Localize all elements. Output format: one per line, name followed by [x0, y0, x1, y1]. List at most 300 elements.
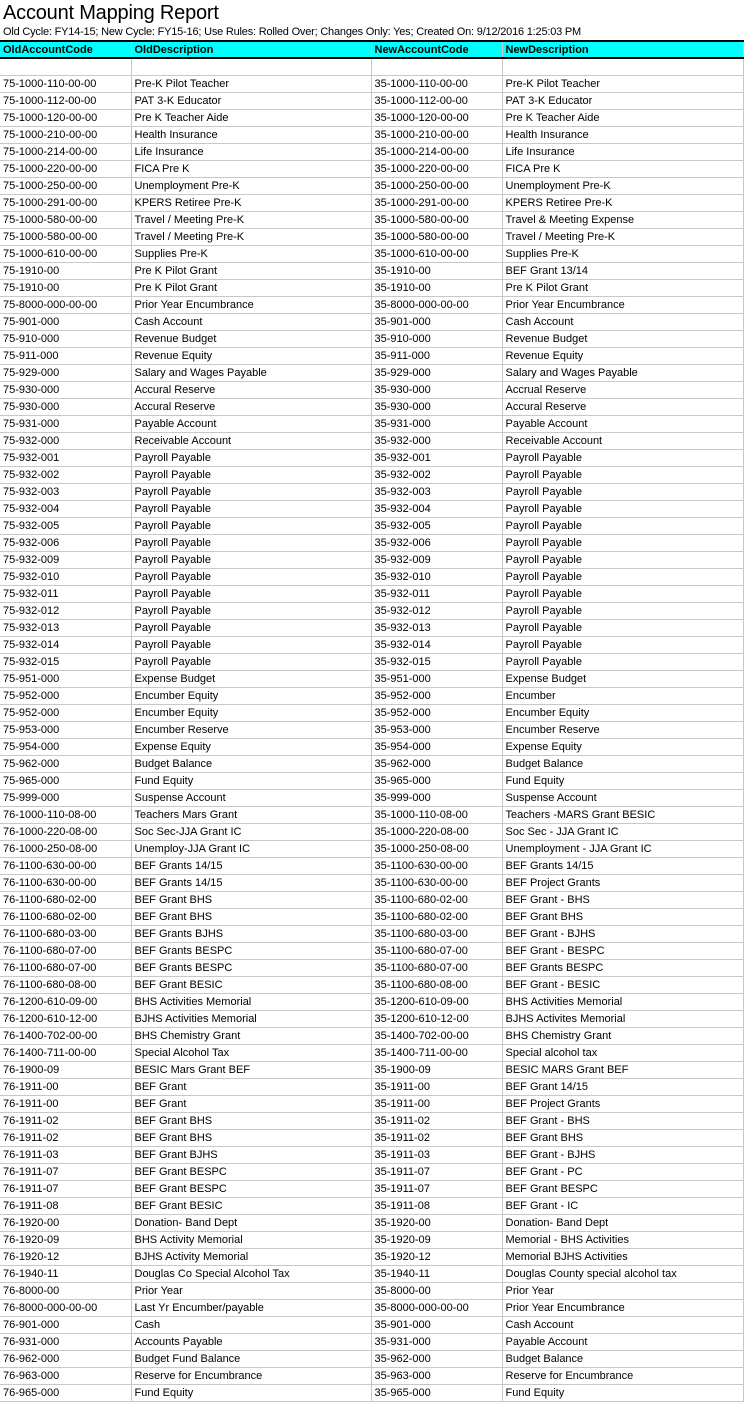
old-account-code-cell: 75-932-001 — [0, 450, 131, 467]
old-description-cell: Unemploy-JJA Grant IC — [131, 841, 371, 858]
old-account-code-cell: 75-954-000 — [0, 739, 131, 756]
new-description-cell: Teachers -MARS Grant BESIC — [502, 807, 743, 824]
table-row — [0, 960, 743, 977]
new-account-code-cell: 35-932-011 — [371, 586, 502, 603]
new-account-code-cell: 35-1000-220-00-00 — [371, 161, 502, 178]
new-account-code-cell: 35-1911-07 — [371, 1164, 502, 1181]
old-account-code-cell: 75-932-006 — [0, 535, 131, 552]
old-account-code-cell: 75-1000-214-00-00 — [0, 144, 131, 161]
table-row — [0, 433, 743, 450]
old-account-code-cell: 75-1000-210-00-00 — [0, 127, 131, 144]
new-description-cell: Salary and Wages Payable — [502, 365, 743, 382]
new-account-code-cell: 35-1000-291-00-00 — [371, 195, 502, 212]
table-row — [0, 195, 743, 212]
new-description-cell: BEF Grants BESPC — [502, 960, 743, 977]
new-account-code-cell: 35-1100-680-02-00 — [371, 892, 502, 909]
new-account-code-cell: 35-1940-11 — [371, 1266, 502, 1283]
new-description-cell: Prior Year — [502, 1283, 743, 1300]
new-description-cell: KPERS Retiree Pre-K — [502, 195, 743, 212]
new-description-cell: Donation- Band Dept — [502, 1215, 743, 1232]
old-description-cell: Prior Year — [131, 1283, 371, 1300]
report-title: Account Mapping Report — [3, 2, 219, 24]
old-account-code-cell: 75-1910-00 — [0, 280, 131, 297]
new-description-cell: BEF Grant - BHS — [502, 1113, 743, 1130]
table-row — [0, 1317, 743, 1334]
old-account-code-cell: 76-1100-680-07-00 — [0, 960, 131, 977]
new-account-code-cell: 35-1000-120-00-00 — [371, 110, 502, 127]
old-description-cell: Revenue Budget — [131, 331, 371, 348]
old-account-code-cell: 75-931-000 — [0, 416, 131, 433]
new-account-code-cell: 35-1000-250-00-00 — [371, 178, 502, 195]
old-account-code-cell: 75-1000-112-00-00 — [0, 93, 131, 110]
new-account-code-cell: 35-911-000 — [371, 348, 502, 365]
old-account-code-cell: 75-911-000 — [0, 348, 131, 365]
old-description-cell: BEF Grant BESIC — [131, 1198, 371, 1215]
new-account-code-cell: 35-932-005 — [371, 518, 502, 535]
new-account-code-cell: 35-1400-702-00-00 — [371, 1028, 502, 1045]
old-description-cell: Payroll Payable — [131, 637, 371, 654]
new-description-cell: Special alcohol tax — [502, 1045, 743, 1062]
old-account-code-cell: 75-962-000 — [0, 756, 131, 773]
new-description-cell: BEF Project Grants — [502, 1096, 743, 1113]
old-description-cell: BEF Grant BESPC — [131, 1164, 371, 1181]
old-description-cell: Fund Equity — [131, 773, 371, 790]
new-description-cell: Revenue Budget — [502, 331, 743, 348]
new-account-code-cell: 35-952-000 — [371, 688, 502, 705]
old-description-cell: Payroll Payable — [131, 450, 371, 467]
old-account-code-cell: 76-901-000 — [0, 1317, 131, 1334]
new-account-code-cell: 35-1100-680-07-00 — [371, 960, 502, 977]
table-row — [0, 722, 743, 739]
old-description-cell: BJHS Activities Memorial — [131, 1011, 371, 1028]
new-description-cell: Expense Equity — [502, 739, 743, 756]
old-description-cell: Budget Fund Balance — [131, 1351, 371, 1368]
table-row — [0, 620, 743, 637]
old-description-cell: Pre-K Pilot Teacher — [131, 76, 371, 93]
old-account-code-cell: 76-1100-680-08-00 — [0, 977, 131, 994]
old-description-cell: BEF Grant BESPC — [131, 1181, 371, 1198]
old-account-code-cell: 76-1100-680-07-00 — [0, 943, 131, 960]
table-row — [0, 909, 743, 926]
old-description-cell: Expense Equity — [131, 739, 371, 756]
new-account-code-cell: 35-1000-110-00-00 — [371, 76, 502, 93]
new-description-cell: BEF Grant - BESPC — [502, 943, 743, 960]
old-description-cell: Special Alcohol Tax — [131, 1045, 371, 1062]
new-description-cell: Payroll Payable — [502, 518, 743, 535]
new-description-cell: Unemployment - JJA Grant IC — [502, 841, 743, 858]
old-description-cell: Pre K Pilot Grant — [131, 263, 371, 280]
new-description-cell: BEF Project Grants — [502, 875, 743, 892]
old-account-code-cell: 76-1911-07 — [0, 1164, 131, 1181]
new-account-code-cell: 35-951-000 — [371, 671, 502, 688]
old-account-code-cell: 76-1911-00 — [0, 1096, 131, 1113]
new-description-cell — [502, 58, 743, 76]
column-header-old-description: OldDescription — [131, 41, 371, 58]
old-account-code-cell: 75-1000-610-00-00 — [0, 246, 131, 263]
new-account-code-cell: 35-1920-00 — [371, 1215, 502, 1232]
old-account-code-cell: 75-932-003 — [0, 484, 131, 501]
new-account-code-cell: 35-965-000 — [371, 773, 502, 790]
table-row — [0, 1113, 743, 1130]
old-account-code-cell: 75-929-000 — [0, 365, 131, 382]
column-header-old-account-code: OldAccountCode — [0, 41, 131, 58]
new-account-code-cell: 35-1100-680-08-00 — [371, 977, 502, 994]
table-row — [0, 161, 743, 178]
new-description-cell: BHS Chemistry Grant — [502, 1028, 743, 1045]
old-account-code-cell: 75-901-000 — [0, 314, 131, 331]
table-row — [0, 450, 743, 467]
old-description-cell: BEF Grant BHS — [131, 892, 371, 909]
new-description-cell: BEF Grant - PC — [502, 1164, 743, 1181]
new-account-code-cell: 35-1910-00 — [371, 280, 502, 297]
old-account-code-cell: 76-1400-711-00-00 — [0, 1045, 131, 1062]
old-account-code-cell: 75-932-009 — [0, 552, 131, 569]
table-row — [0, 1147, 743, 1164]
new-description-cell: Payable Account — [502, 416, 743, 433]
table-row — [0, 1283, 743, 1300]
new-description-cell: Soc Sec - JJA Grant IC — [502, 824, 743, 841]
old-account-code-cell: 76-1200-610-09-00 — [0, 994, 131, 1011]
new-description-cell: FICA Pre K — [502, 161, 743, 178]
new-description-cell: Health Insurance — [502, 127, 743, 144]
old-description-cell: Supplies Pre-K — [131, 246, 371, 263]
new-account-code-cell: 35-954-000 — [371, 739, 502, 756]
account-mapping-table — [0, 40, 744, 1402]
new-description-cell: Payroll Payable — [502, 654, 743, 671]
new-account-code-cell — [371, 58, 502, 76]
new-account-code-cell: 35-932-015 — [371, 654, 502, 671]
old-account-code-cell: 75-932-004 — [0, 501, 131, 518]
new-description-cell: Memorial - BHS Activities — [502, 1232, 743, 1249]
old-account-code-cell: 75-1910-00 — [0, 263, 131, 280]
table-row — [0, 416, 743, 433]
old-description-cell: Last Yr Encumber/payable — [131, 1300, 371, 1317]
new-description-cell: BEF Grant BESPC — [502, 1181, 743, 1198]
old-account-code-cell: 76-8000-00 — [0, 1283, 131, 1300]
old-description-cell: Budget Balance — [131, 756, 371, 773]
new-account-code-cell: 35-1000-110-08-00 — [371, 807, 502, 824]
table-row — [0, 790, 743, 807]
new-description-cell: Accural Reserve — [502, 399, 743, 416]
old-description-cell: Douglas Co Special Alcohol Tax — [131, 1266, 371, 1283]
old-account-code-cell: 75-932-005 — [0, 518, 131, 535]
old-description-cell: Fund Equity — [131, 1385, 371, 1402]
old-account-code-cell: 75-999-000 — [0, 790, 131, 807]
new-account-code-cell: 35-1100-630-00-00 — [371, 858, 502, 875]
table-row — [0, 1368, 743, 1385]
new-account-code-cell: 35-1900-09 — [371, 1062, 502, 1079]
old-description-cell: Payroll Payable — [131, 535, 371, 552]
table-row — [0, 1130, 743, 1147]
new-account-code-cell: 35-963-000 — [371, 1368, 502, 1385]
new-description-cell: Prior Year Encumbrance — [502, 297, 743, 314]
new-description-cell: Payroll Payable — [502, 467, 743, 484]
old-account-code-cell: 75-930-000 — [0, 399, 131, 416]
new-description-cell: Fund Equity — [502, 1385, 743, 1402]
old-description-cell: Encumber Equity — [131, 688, 371, 705]
table-row — [0, 263, 743, 280]
new-description-cell: Expense Budget — [502, 671, 743, 688]
table-row — [0, 467, 743, 484]
old-description-cell: BEF Grant — [131, 1096, 371, 1113]
new-description-cell: BHS Activities Memorial — [502, 994, 743, 1011]
table-row — [0, 331, 743, 348]
table-row — [0, 858, 743, 875]
new-description-cell: BEF Grant BHS — [502, 909, 743, 926]
report-parameters: Old Cycle: FY14-15; New Cycle: FY15-16; Use Rules: Rolled Over; Changes Only: Yes; Created On: 9/12/2016 1:25:03 PM — [3, 26, 582, 38]
old-description-cell: BEF Grants BESPC — [131, 960, 371, 977]
new-account-code-cell: 35-910-000 — [371, 331, 502, 348]
new-description-cell: Encumber — [502, 688, 743, 705]
old-account-code-cell: 76-1000-220-08-00 — [0, 824, 131, 841]
new-account-code-cell: 35-932-002 — [371, 467, 502, 484]
old-description-cell: BEF Grants BESPC — [131, 943, 371, 960]
table-row — [0, 280, 743, 297]
table-row — [0, 773, 743, 790]
new-account-code-cell: 35-932-014 — [371, 637, 502, 654]
old-description-cell: Payroll Payable — [131, 654, 371, 671]
old-description-cell: PAT 3-K Educator — [131, 93, 371, 110]
table-row — [0, 127, 743, 144]
new-description-cell: BJHS Activites Memorial — [502, 1011, 743, 1028]
new-description-cell: Pre K Teacher Aide — [502, 110, 743, 127]
table-row — [0, 348, 743, 365]
old-description-cell: Teachers Mars Grant — [131, 807, 371, 824]
new-account-code-cell: 35-1200-610-12-00 — [371, 1011, 502, 1028]
table-row — [0, 314, 743, 331]
new-account-code-cell: 35-929-000 — [371, 365, 502, 382]
table-row — [0, 484, 743, 501]
table-row — [0, 637, 743, 654]
old-description-cell: Donation- Band Dept — [131, 1215, 371, 1232]
new-account-code-cell: 35-931-000 — [371, 1334, 502, 1351]
old-account-code-cell: 76-1911-02 — [0, 1130, 131, 1147]
new-description-cell: Reserve for Encumbrance — [502, 1368, 743, 1385]
new-description-cell: Revenue Equity — [502, 348, 743, 365]
table-row — [0, 977, 743, 994]
old-description-cell: BEF Grant BESIC — [131, 977, 371, 994]
table-row — [0, 1181, 743, 1198]
new-account-code-cell: 35-901-000 — [371, 314, 502, 331]
table-row — [0, 1266, 743, 1283]
old-description-cell: Payroll Payable — [131, 603, 371, 620]
table-row — [0, 1249, 743, 1266]
new-description-cell: Unemployment Pre-K — [502, 178, 743, 195]
column-header-new-description: NewDescription — [502, 41, 743, 58]
old-description-cell: Encumber Reserve — [131, 722, 371, 739]
old-account-code-cell: 76-1900-09 — [0, 1062, 131, 1079]
table-row — [0, 178, 743, 195]
old-account-code-cell: 76-1940-11 — [0, 1266, 131, 1283]
new-account-code-cell: 35-962-000 — [371, 1351, 502, 1368]
old-description-cell: BEF Grant BHS — [131, 909, 371, 926]
old-description-cell: BHS Activity Memorial — [131, 1232, 371, 1249]
table-row — [0, 1079, 743, 1096]
new-description-cell: Payable Account — [502, 1334, 743, 1351]
new-account-code-cell: 35-962-000 — [371, 756, 502, 773]
new-description-cell: Douglas County special alcohol tax — [502, 1266, 743, 1283]
old-account-code-cell: 76-1400-702-00-00 — [0, 1028, 131, 1045]
new-account-code-cell: 35-1910-00 — [371, 263, 502, 280]
new-account-code-cell: 35-8000-000-00-00 — [371, 1300, 502, 1317]
old-account-code-cell: 76-1911-02 — [0, 1113, 131, 1130]
new-account-code-cell: 35-930-000 — [371, 399, 502, 416]
new-account-code-cell: 35-932-004 — [371, 501, 502, 518]
table-row — [0, 603, 743, 620]
new-account-code-cell: 35-1911-00 — [371, 1079, 502, 1096]
new-description-cell: Encumber Reserve — [502, 722, 743, 739]
old-description-cell: Soc Sec-JJA Grant IC — [131, 824, 371, 841]
table-row — [0, 399, 743, 416]
new-account-code-cell: 35-1000-580-00-00 — [371, 212, 502, 229]
new-account-code-cell: 35-930-000 — [371, 382, 502, 399]
new-description-cell: Travel & Meeting Expense — [502, 212, 743, 229]
old-account-code-cell: 76-1920-09 — [0, 1232, 131, 1249]
old-description-cell: Encumber Equity — [131, 705, 371, 722]
old-account-code-cell: 76-1000-110-08-00 — [0, 807, 131, 824]
old-account-code-cell: 75-965-000 — [0, 773, 131, 790]
new-description-cell: Budget Balance — [502, 1351, 743, 1368]
old-description-cell: Pre K Teacher Aide — [131, 110, 371, 127]
table-row — [0, 1096, 743, 1113]
table-row — [0, 586, 743, 603]
old-account-code-cell: 76-931-000 — [0, 1334, 131, 1351]
old-account-code-cell: 76-1911-03 — [0, 1147, 131, 1164]
new-account-code-cell: 35-932-012 — [371, 603, 502, 620]
table-row — [0, 654, 743, 671]
new-account-code-cell: 35-901-000 — [371, 1317, 502, 1334]
table-row — [0, 875, 743, 892]
old-account-code-cell: 75-1000-250-00-00 — [0, 178, 131, 195]
old-account-code-cell: 76-1920-12 — [0, 1249, 131, 1266]
table-row — [0, 1300, 743, 1317]
new-description-cell: Pre K Pilot Grant — [502, 280, 743, 297]
new-description-cell: Suspense Account — [502, 790, 743, 807]
old-account-code-cell: 75-932-015 — [0, 654, 131, 671]
table-row — [0, 1351, 743, 1368]
new-account-code-cell: 35-1000-220-08-00 — [371, 824, 502, 841]
table-row — [0, 1011, 743, 1028]
old-account-code-cell: 75-952-000 — [0, 705, 131, 722]
old-description-cell: BEF Grant BHS — [131, 1113, 371, 1130]
new-description-cell: Travel / Meeting Pre-K — [502, 229, 743, 246]
old-account-code-cell: 75-952-000 — [0, 688, 131, 705]
new-account-code-cell: 35-8000-00 — [371, 1283, 502, 1300]
table-row — [0, 892, 743, 909]
old-description-cell: Payroll Payable — [131, 586, 371, 603]
new-account-code-cell: 35-1000-580-00-00 — [371, 229, 502, 246]
new-description-cell: Payroll Payable — [502, 484, 743, 501]
old-description-cell: FICA Pre K — [131, 161, 371, 178]
table-row — [0, 382, 743, 399]
old-description-cell: Prior Year Encumbrance — [131, 297, 371, 314]
old-description-cell: Accural Reserve — [131, 399, 371, 416]
old-account-code-cell: 75-953-000 — [0, 722, 131, 739]
old-description-cell: KPERS Retiree Pre-K — [131, 195, 371, 212]
new-account-code-cell: 35-953-000 — [371, 722, 502, 739]
new-description-cell: Payroll Payable — [502, 620, 743, 637]
old-description-cell: Payroll Payable — [131, 467, 371, 484]
old-description-cell: Accural Reserve — [131, 382, 371, 399]
old-description-cell: Accounts Payable — [131, 1334, 371, 1351]
old-description-cell: Expense Budget — [131, 671, 371, 688]
table-row — [0, 1028, 743, 1045]
new-description-cell: Receivable Account — [502, 433, 743, 450]
new-description-cell: Payroll Payable — [502, 586, 743, 603]
old-account-code-cell: 75-932-011 — [0, 586, 131, 603]
old-description-cell: Payroll Payable — [131, 552, 371, 569]
old-description-cell: BJHS Activity Memorial — [131, 1249, 371, 1266]
new-description-cell: BEF Grant 13/14 — [502, 263, 743, 280]
table-row — [0, 1334, 743, 1351]
new-account-code-cell: 35-1100-630-00-00 — [371, 875, 502, 892]
new-description-cell: Cash Account — [502, 314, 743, 331]
new-description-cell: BEF Grants 14/15 — [502, 858, 743, 875]
old-description-cell: Cash Account — [131, 314, 371, 331]
table-header-row — [0, 41, 743, 58]
old-account-code-cell: 76-1100-630-00-00 — [0, 875, 131, 892]
new-description-cell: Payroll Payable — [502, 501, 743, 518]
table-row — [0, 1232, 743, 1249]
new-account-code-cell: 35-1400-711-00-00 — [371, 1045, 502, 1062]
old-account-code-cell: 76-963-000 — [0, 1368, 131, 1385]
new-description-cell: Payroll Payable — [502, 535, 743, 552]
old-description-cell: Reserve for Encumbrance — [131, 1368, 371, 1385]
new-account-code-cell: 35-8000-000-00-00 — [371, 297, 502, 314]
new-account-code-cell: 35-932-010 — [371, 569, 502, 586]
old-description-cell: BEF Grant — [131, 1079, 371, 1096]
old-description-cell: BHS Activities Memorial — [131, 994, 371, 1011]
old-description-cell: BHS Chemistry Grant — [131, 1028, 371, 1045]
table-row — [0, 926, 743, 943]
old-description-cell: Travel / Meeting Pre-K — [131, 212, 371, 229]
table-row — [0, 229, 743, 246]
new-account-code-cell: 35-932-000 — [371, 433, 502, 450]
table-row — [0, 1045, 743, 1062]
new-account-code-cell: 35-1911-02 — [371, 1113, 502, 1130]
table-row — [0, 518, 743, 535]
new-account-code-cell: 35-932-003 — [371, 484, 502, 501]
table-row — [0, 824, 743, 841]
new-account-code-cell: 35-932-009 — [371, 552, 502, 569]
old-account-code-cell: 76-1000-250-08-00 — [0, 841, 131, 858]
new-account-code-cell: 35-1000-112-00-00 — [371, 93, 502, 110]
old-description-cell: Life Insurance — [131, 144, 371, 161]
new-account-code-cell: 35-1911-02 — [371, 1130, 502, 1147]
new-account-code-cell: 35-1200-610-09-00 — [371, 994, 502, 1011]
old-account-code-cell: 75-932-014 — [0, 637, 131, 654]
old-account-code-cell: 76-1100-680-02-00 — [0, 892, 131, 909]
table-row — [0, 297, 743, 314]
new-account-code-cell: 35-931-000 — [371, 416, 502, 433]
old-account-code-cell: 76-1100-680-03-00 — [0, 926, 131, 943]
old-description-cell: Payroll Payable — [131, 501, 371, 518]
new-description-cell: Payroll Payable — [502, 569, 743, 586]
old-description-cell: Payable Account — [131, 416, 371, 433]
old-description-cell: Payroll Payable — [131, 569, 371, 586]
new-account-code-cell: 35-999-000 — [371, 790, 502, 807]
old-account-code-cell: 76-962-000 — [0, 1351, 131, 1368]
new-account-code-cell: 35-1000-210-00-00 — [371, 127, 502, 144]
table-row — [0, 93, 743, 110]
old-account-code-cell: 75-1000-291-00-00 — [0, 195, 131, 212]
old-account-code-cell: 75-1000-580-00-00 — [0, 229, 131, 246]
table-row — [0, 535, 743, 552]
old-description-cell: BEF Grants 14/15 — [131, 858, 371, 875]
old-account-code-cell: 76-965-000 — [0, 1385, 131, 1402]
old-description-cell — [131, 58, 371, 76]
new-description-cell: Pre-K Pilot Teacher — [502, 76, 743, 93]
